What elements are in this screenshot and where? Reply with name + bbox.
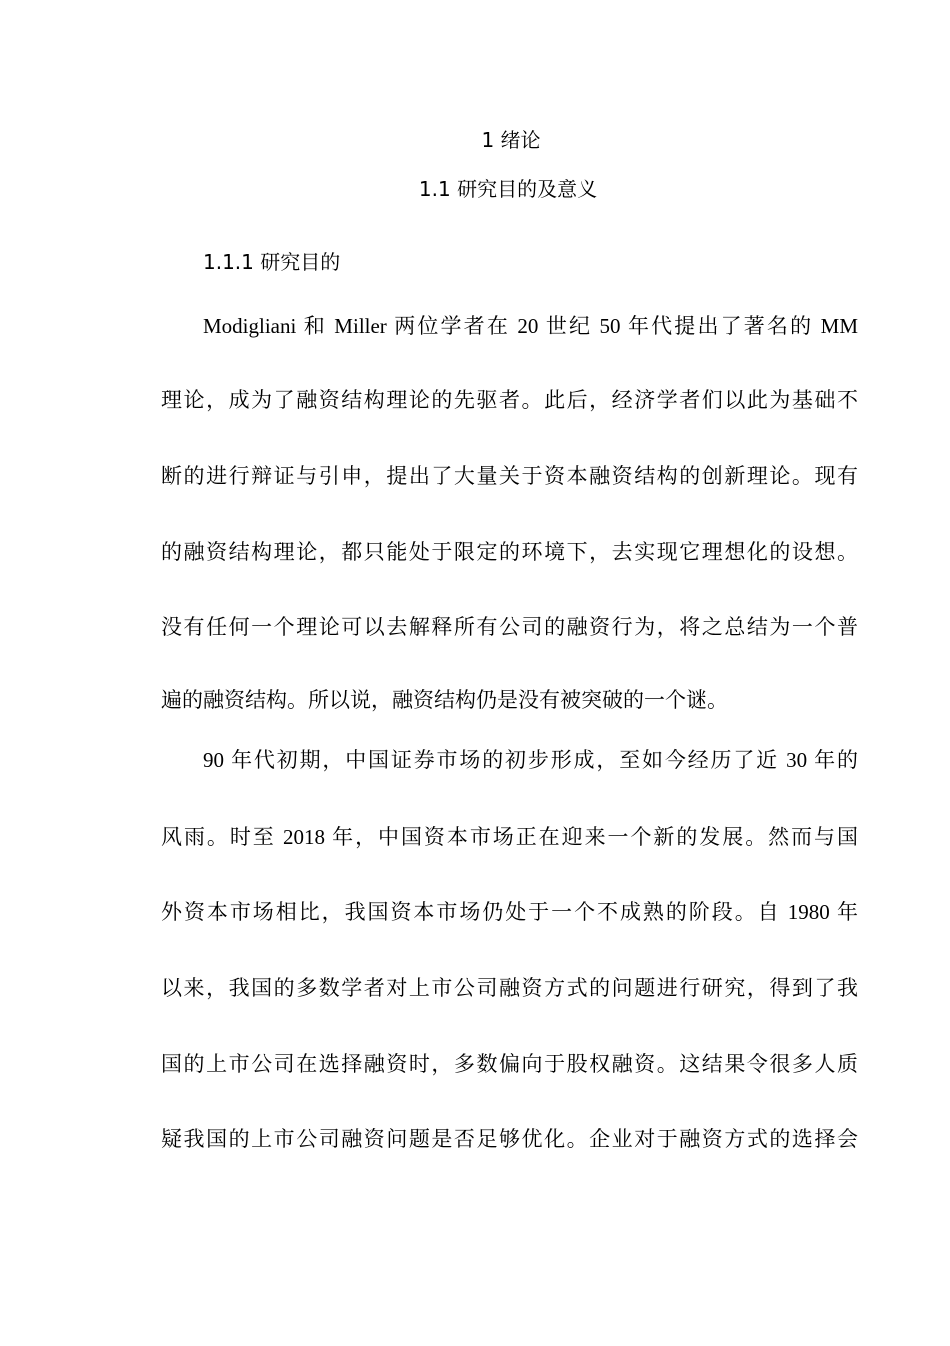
paragraph-line: 理论，成为了融资结构理论的先驱者。此后，经济学者们以此为基础不 [161,388,858,412]
paragraph-line: Modigliani 和 Miller 两位学者在 20 世纪 50 年代提出了著名的 MM [203,314,858,338]
section-heading: 1.1 研究目的及意义 [418,177,598,201]
paragraph-line: 断的进行辩证与引申，提出了大量关于资本融资结构的创新理论。现有 [161,464,858,488]
paragraph-line: 以来，我国的多数学者对上市公司融资方式的问题进行研究，得到了我 [161,976,858,1000]
paragraph-line: 遍的融资结构。所以说，融资结构仍是没有被突破的一个谜。 [161,688,728,712]
paragraph-line: 没有任何一个理论可以去解释所有公司的融资行为，将之总结为一个普 [161,615,858,639]
paragraph-line: 疑我国的上市公司融资问题是否足够优化。企业对于融资方式的选择会 [161,1127,858,1151]
chapter-heading: 1 绪论 [481,128,541,152]
paragraph-line: 90 年代初期，中国证券市场的初步形成，至如今经历了近 30 年的 [203,748,858,772]
paragraph-line: 风雨。时至 2018 年，中国资本市场正在迎来一个新的发展。然而与国 [161,825,858,849]
paragraph-line: 外资本市场相比，我国资本市场仍处于一个不成熟的阶段。自 1980 年 [161,900,858,924]
paragraph-line: 国的上市公司在选择融资时，多数偏向于股权融资。这结果令很多人质 [161,1052,858,1076]
subsection-heading: 1.1.1 研究目的 [203,250,341,274]
paragraph-line: 的融资结构理论，都只能处于限定的环境下，去实现它理想化的设想。 [161,540,858,564]
